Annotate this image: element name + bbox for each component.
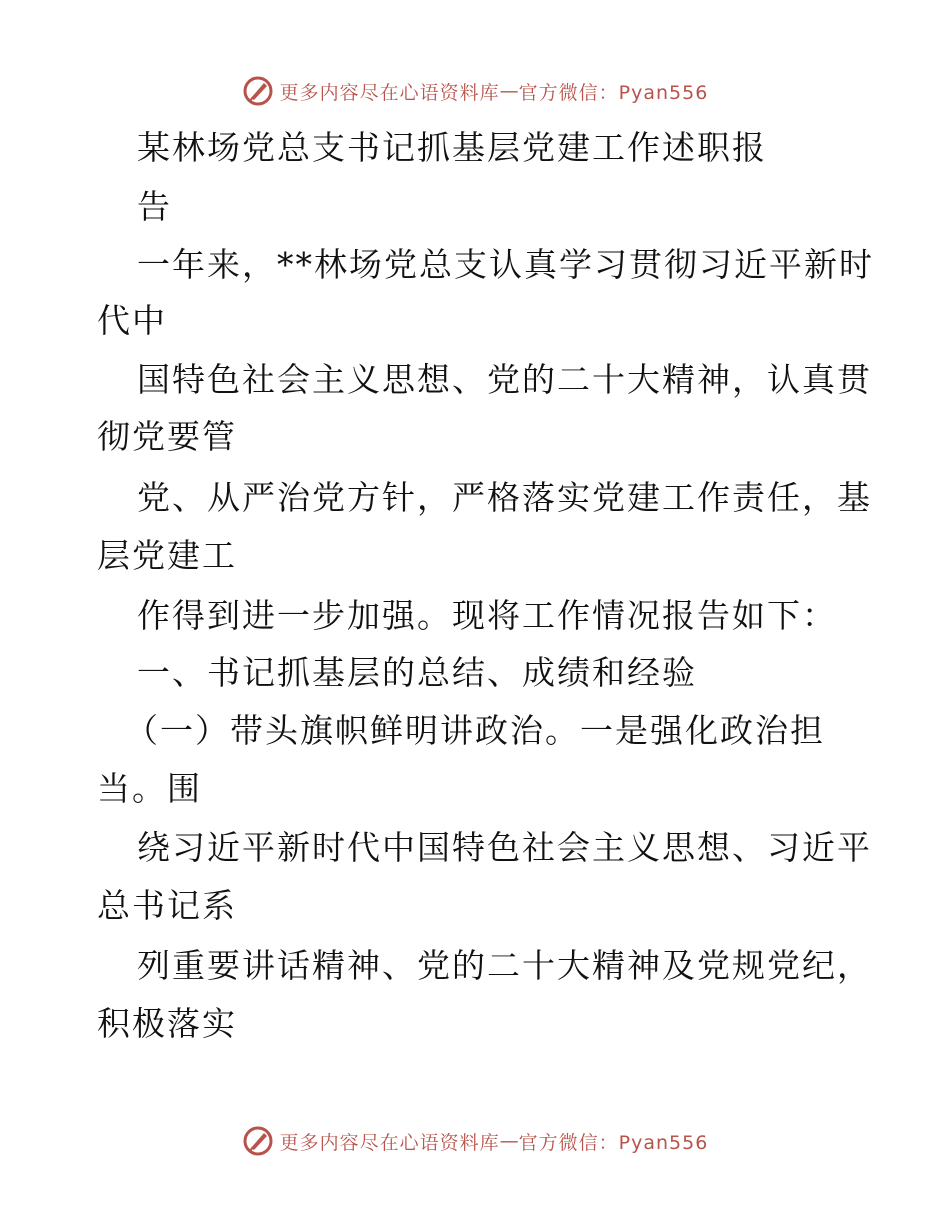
paragraph-line: 总书记系 [97, 886, 237, 925]
title-line-2: 告 [137, 187, 172, 226]
quill-pen-logo-icon [242, 75, 274, 107]
banner-text: 更多内容尽在心语资料库 [279, 1131, 500, 1154]
paragraph-line: 一年来，**林场党总支认真学习贯彻习近平新时 [137, 245, 874, 284]
paragraph-line: 作得到进一步加强。现将工作情况报告如下： [137, 596, 837, 635]
header-watermark-banner [0, 71, 950, 111]
paragraph-line: 绕习近平新时代中国特色社会主义思想、习近平 [137, 828, 872, 867]
paragraph-line: 彻党要管 [97, 417, 237, 456]
banner-separator: — [499, 80, 519, 102]
paragraph-line: 国特色社会主义思想、党的二十大精神，认真贯 [137, 360, 872, 399]
paragraph-line: 党、从严治党方针，严格落实党建工作责任，基 [137, 478, 872, 517]
paragraph-line: 层党建工 [97, 536, 237, 575]
quill-pen-logo-icon [242, 1125, 274, 1157]
banner-separator: — [499, 1130, 519, 1152]
paragraph-line: 列重要讲话精神、党的二十大精神及党规党纪， [137, 946, 872, 985]
title-line-1: 某林场党总支书记抓基层党建工作述职报 [137, 128, 767, 167]
banner-suffix: 官方微信：Pyan556 [518, 1131, 709, 1154]
banner-suffix: 官方微信：Pyan556 [518, 81, 709, 104]
subsection-heading-line: （一）带头旗帜鲜明讲政治。一是强化政治担 [125, 711, 825, 750]
banner-text: 更多内容尽在心语资料库 [279, 81, 500, 104]
paragraph-line: 积极落实 [97, 1004, 237, 1043]
section-heading: 一、书记抓基层的总结、成绩和经验 [137, 653, 697, 692]
paragraph-line: 当。围 [97, 769, 202, 808]
footer-watermark-banner [0, 1121, 950, 1161]
paragraph-line: 代中 [97, 301, 167, 340]
